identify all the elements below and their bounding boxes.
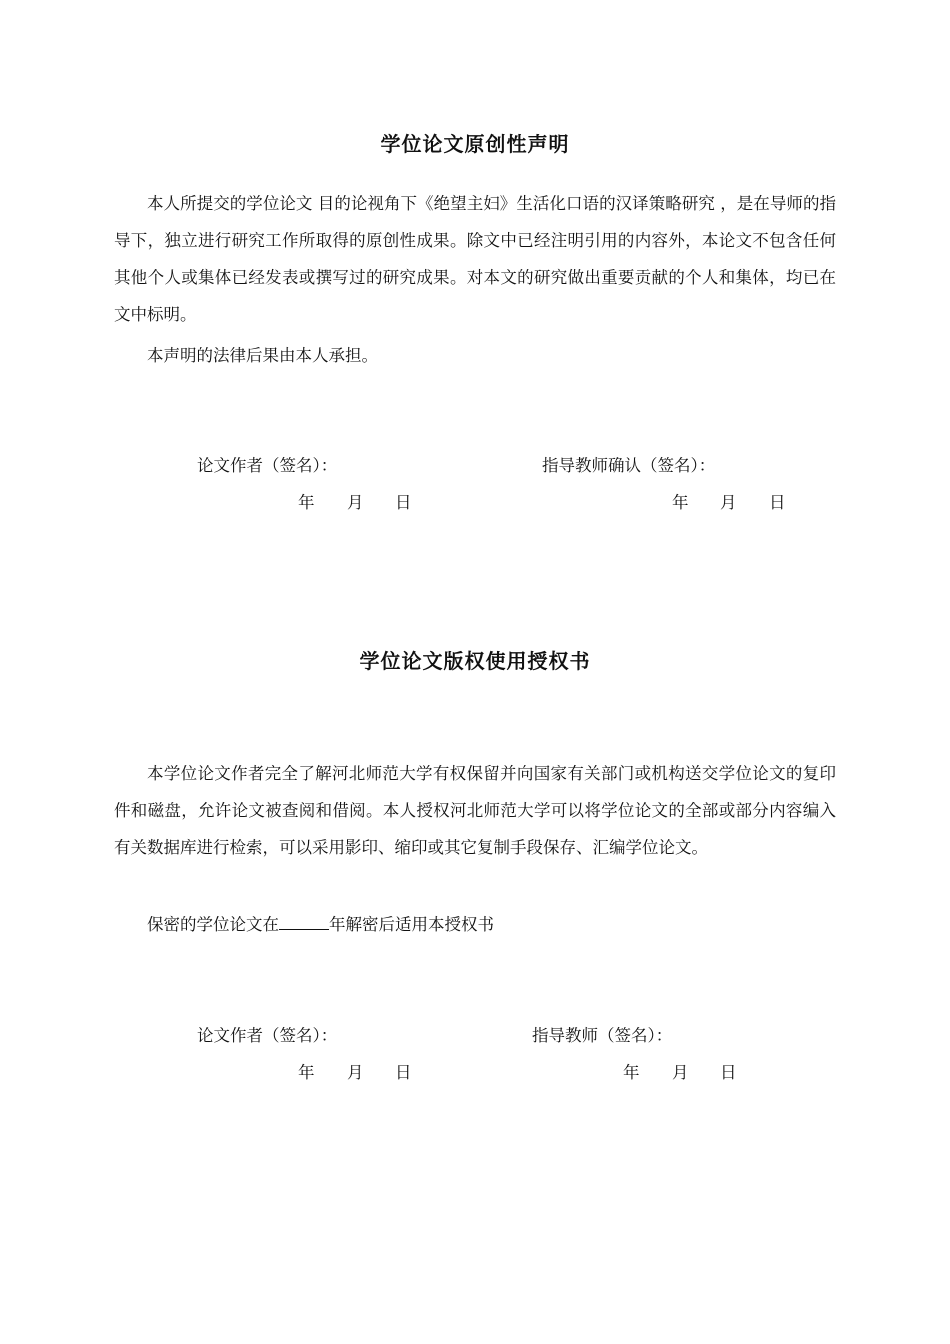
copyright-author-date-month: 月 — [347, 1063, 364, 1082]
originality-author-date-day: 日 — [395, 493, 412, 512]
originality-advisor-date-year: 年 — [672, 493, 689, 512]
secrecy-clause-suffix: 年解密后适用本授权书 — [329, 915, 494, 934]
originality-advisor-signature-label: 指导教师确认（签名）： — [542, 456, 716, 475]
copyright-advisor-date-month: 月 — [672, 1063, 689, 1082]
secrecy-clause — [147, 911, 494, 935]
secrecy-clause-prefix: 保密的学位论文在 — [147, 915, 279, 934]
secrecy-years-blank[interactable] — [279, 915, 329, 930]
originality-author-signature-label: 论文作者（签名）： — [197, 456, 338, 475]
copyright-author-signature-label: 论文作者（签名）： — [197, 1026, 338, 1045]
copyright-author-date-year: 年 — [298, 1063, 315, 1082]
copyright-advisor-date-day: 日 — [720, 1063, 737, 1082]
originality-liability-paragraph: 本声明的法律后果由本人承担。 — [147, 346, 378, 365]
copyright-paragraph: 本学位论文作者完全了解河北师范大学有权保留并向国家有关部门或机构送交学位论文的复印件和磁盘，允许论文被查阅和借阅。本人授权河北师范大学可以将学位论文的全部或部分内容编入有关数据库进行检索，可以采用影印、缩印或其它复制手段保存、汇编学位论文。 — [114, 764, 836, 857]
originality-advisor-date-month: 月 — [720, 493, 737, 512]
copyright-advisor-date-year: 年 — [623, 1063, 640, 1082]
originality-title: 学位论文原创性声明 — [380, 132, 570, 156]
originality-paragraph: 本人所提交的学位论文 目的论视角下《绝望主妇》生活化口语的汉译策略研究 ，是在导师的指导下，独立进行研究工作所取得的原创性成果。除文中已经注明引用的内容外，本论文不包含任何其他个人或集体已经发表或撰写过的研究成果。对本文的研究做出重要贡献的个人和集体，均已在文中标明。 — [114, 194, 836, 324]
copyright-advisor-signature-label: 指导教师（签名）： — [532, 1026, 673, 1045]
originality-author-date-year: 年 — [298, 493, 315, 512]
originality-author-date-month: 月 — [347, 493, 364, 512]
copyright-title: 学位论文版权使用授权书 — [359, 649, 591, 673]
originality-advisor-date-day: 日 — [769, 493, 786, 512]
copyright-author-date-day: 日 — [395, 1063, 412, 1082]
